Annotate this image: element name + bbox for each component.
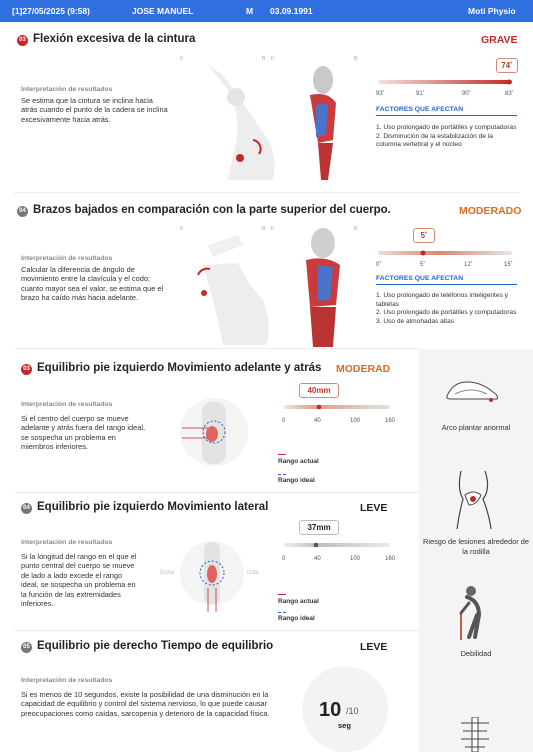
factors-title: FACTORES QUE AFECTAN [376, 106, 517, 116]
patient-gender: M [246, 6, 254, 16]
risk-label: Riesgo de lesiones alrededor de la rodilla [422, 537, 529, 556]
measured-value-badge: 74˚ [496, 58, 518, 73]
interpretation-title: Interpretación de resultados [21, 86, 113, 93]
section-number-badge: 05 [21, 642, 32, 653]
patient-birthdate: 03.09.1991 [270, 6, 313, 16]
section-number-badge: 03 [17, 35, 28, 46]
tick-label: 160 [385, 418, 396, 424]
section-divider [14, 348, 419, 349]
side-label-left: Izda [247, 570, 259, 576]
posture-illustration [178, 225, 368, 350]
tick-label: 12˚ [464, 262, 473, 268]
body-silhouette-figure [208, 65, 274, 180]
section-title-text: Brazos bajados en comparación con la parte superior del cuerpo. [33, 204, 391, 216]
range-gauge-bar [376, 75, 516, 87]
figure-label-f2: F [271, 226, 275, 232]
tick-label: 15˚ [504, 262, 513, 268]
figure-label-b2: B [354, 226, 358, 232]
severity-badge: LEVE [360, 641, 388, 653]
figure-label-f: F [180, 226, 184, 232]
tick-label: 0 [282, 418, 286, 424]
tick-label: 90˚ [462, 91, 471, 97]
legend-actual-swatch [278, 594, 286, 595]
risk-sidebar [419, 349, 533, 752]
balance-time-max: /10 [346, 706, 359, 716]
section-title [17, 204, 391, 217]
interpretation-title: Interpretación de resultados [21, 539, 113, 546]
shoulder-marker-icon [201, 290, 207, 296]
severity-badge: MODERADO [459, 205, 522, 217]
foot-arch-icon [443, 374, 503, 404]
figure-label-f2: F [271, 56, 275, 62]
factors-list [376, 124, 517, 150]
interpretation-title: Interpretación de resultados [21, 401, 113, 408]
knee-icon [447, 469, 503, 531]
tick-label: 100 [350, 418, 361, 424]
patient-name: JOSE MANUEL [132, 6, 194, 16]
section-number-badge: 04 [21, 503, 32, 514]
tick-label: 40 [314, 418, 321, 424]
legend-ideal-swatch [278, 612, 286, 613]
hip-marker-icon [236, 154, 244, 162]
legend-actual: Rango actual [278, 458, 319, 465]
figure-label-b: B [262, 226, 266, 232]
section-divider [14, 192, 519, 193]
muscle-anatomy-figure [310, 66, 336, 180]
section-number-badge: 04 [17, 206, 28, 217]
interpretation-text: Se estima que la cintura se inclina hacia atrás cuando el punto de la cadera se inclina excesivamente hacia atrás. [21, 96, 168, 124]
posture-illustration [178, 55, 368, 185]
tick-label: 100 [350, 556, 361, 562]
factor-item: 2. Uso prolongado de portátiles y computadoras [376, 309, 517, 316]
tick-label: 0˚ [376, 262, 382, 268]
tick-label: 93˚ [376, 91, 385, 97]
body-silhouette-figure [203, 235, 269, 345]
spine-icon [455, 717, 495, 752]
section-title-text: Flexión excesiva de la cintura [33, 33, 196, 45]
section-title-text: Equilibrio pie izquierdo Movimiento adelante y atrás [37, 362, 322, 374]
elderly-person-icon [455, 585, 495, 641]
tick-label: 40 [314, 556, 321, 562]
severity-badge: GRAVE [481, 34, 518, 46]
tick-label: 160 [385, 556, 396, 562]
figure-label-b: B [262, 56, 266, 62]
balance-time-circle [302, 666, 388, 752]
measured-value-badge: 40mm [299, 383, 339, 398]
factor-item: 1. Uso prolongado de portátiles y computadoras [376, 124, 517, 131]
session-datetime: [1]27/05/2025 (9:58) [12, 6, 90, 16]
interpretation-title: Interpretación de resultados [21, 255, 113, 262]
legend-actual: Rango actual [278, 598, 319, 605]
factors-list [376, 292, 517, 326]
legend-actual-swatch [278, 454, 286, 455]
tick-label: 83˚ [505, 91, 514, 97]
range-gauge-bar [282, 401, 394, 413]
section-title [21, 362, 321, 375]
balance-target-diagram [174, 382, 258, 482]
figure-label-b2: B [354, 56, 358, 62]
factor-item: 3. Uso de almohadas altas [376, 317, 455, 325]
measured-value-badge: 5˚ [413, 228, 435, 243]
interpretation-text: Si es menos de 10 segundos, existe la posibilidad de una disminución en la capacidad de equilibrio y control del sistema nervioso, lo que puede causar preocupaciones como caídas, sarcopenia y deterioro de la capacidad física. [21, 690, 270, 718]
factor-item: 2. Disminución de la estabilización de la columna vertebral y el núcleo [376, 132, 493, 148]
range-gauge-bar [282, 539, 394, 551]
tick-label: 91˚ [416, 91, 425, 97]
legend-ideal-swatch [278, 474, 286, 475]
interpretation-text: Si la longitud del rango en el que el punto central del cuerpo se mueve de lado a lado excede el rango ideal, se sospecha un problema en la función de las extremidades inferiores. [21, 552, 137, 609]
tick-label: 0 [282, 556, 286, 562]
balance-time-value: 10 [319, 699, 342, 721]
balance-target-diagram [176, 530, 248, 616]
tick-label: 5˚ [420, 262, 426, 268]
muscle-anatomy-figure [306, 228, 340, 347]
interpretation-text: Si el centro del cuerpo se mueve adelante y atrás fuera del rango ideal, se sospecha un problema en miembros inferiores. [21, 414, 146, 452]
figure-label-f: F [180, 56, 184, 62]
severity-badge: MODERAD [336, 363, 391, 375]
section-divider [14, 630, 419, 631]
risk-label: Debilidad [460, 649, 492, 658]
range-gauge-bar [376, 246, 516, 258]
factors-title: FACTORES QUE AFECTAN [376, 275, 517, 285]
section-title-text: Equilibrio pie izquierdo Movimiento lateral [37, 501, 269, 513]
brand-label: Moti Physio [468, 6, 516, 16]
section-title [21, 640, 273, 653]
section-divider [14, 492, 419, 493]
section-title-text: Equilibrio pie derecho Tiempo de equilibrio [37, 640, 274, 652]
factor-item: 1. Uso prolongado de teléfonos inteligentes y tabletas [376, 292, 508, 308]
interpretation-text: Calcular la diferencia de ángulo de movimiento entre la clavícula y el codo; cuanto mayor sea el valor, se estima que el brazo ha caído más hacia adelante. [21, 265, 164, 303]
side-label-right: Dcha [160, 570, 175, 576]
balance-time-unit: seg [338, 721, 351, 730]
interpretation-title: Interpretación de resultados [21, 677, 113, 684]
severity-badge: LEVE [360, 502, 388, 514]
section-number-badge: 03 [21, 364, 32, 375]
legend-ideal: Rango ideal [278, 615, 315, 622]
patient-header-bar [0, 0, 533, 22]
risk-label: Arco plantar anormal [441, 423, 511, 432]
section-title [17, 33, 195, 46]
legend-ideal: Rango ideal [278, 477, 315, 484]
section-title [21, 501, 268, 514]
measured-value-badge: 37mm [299, 520, 339, 535]
